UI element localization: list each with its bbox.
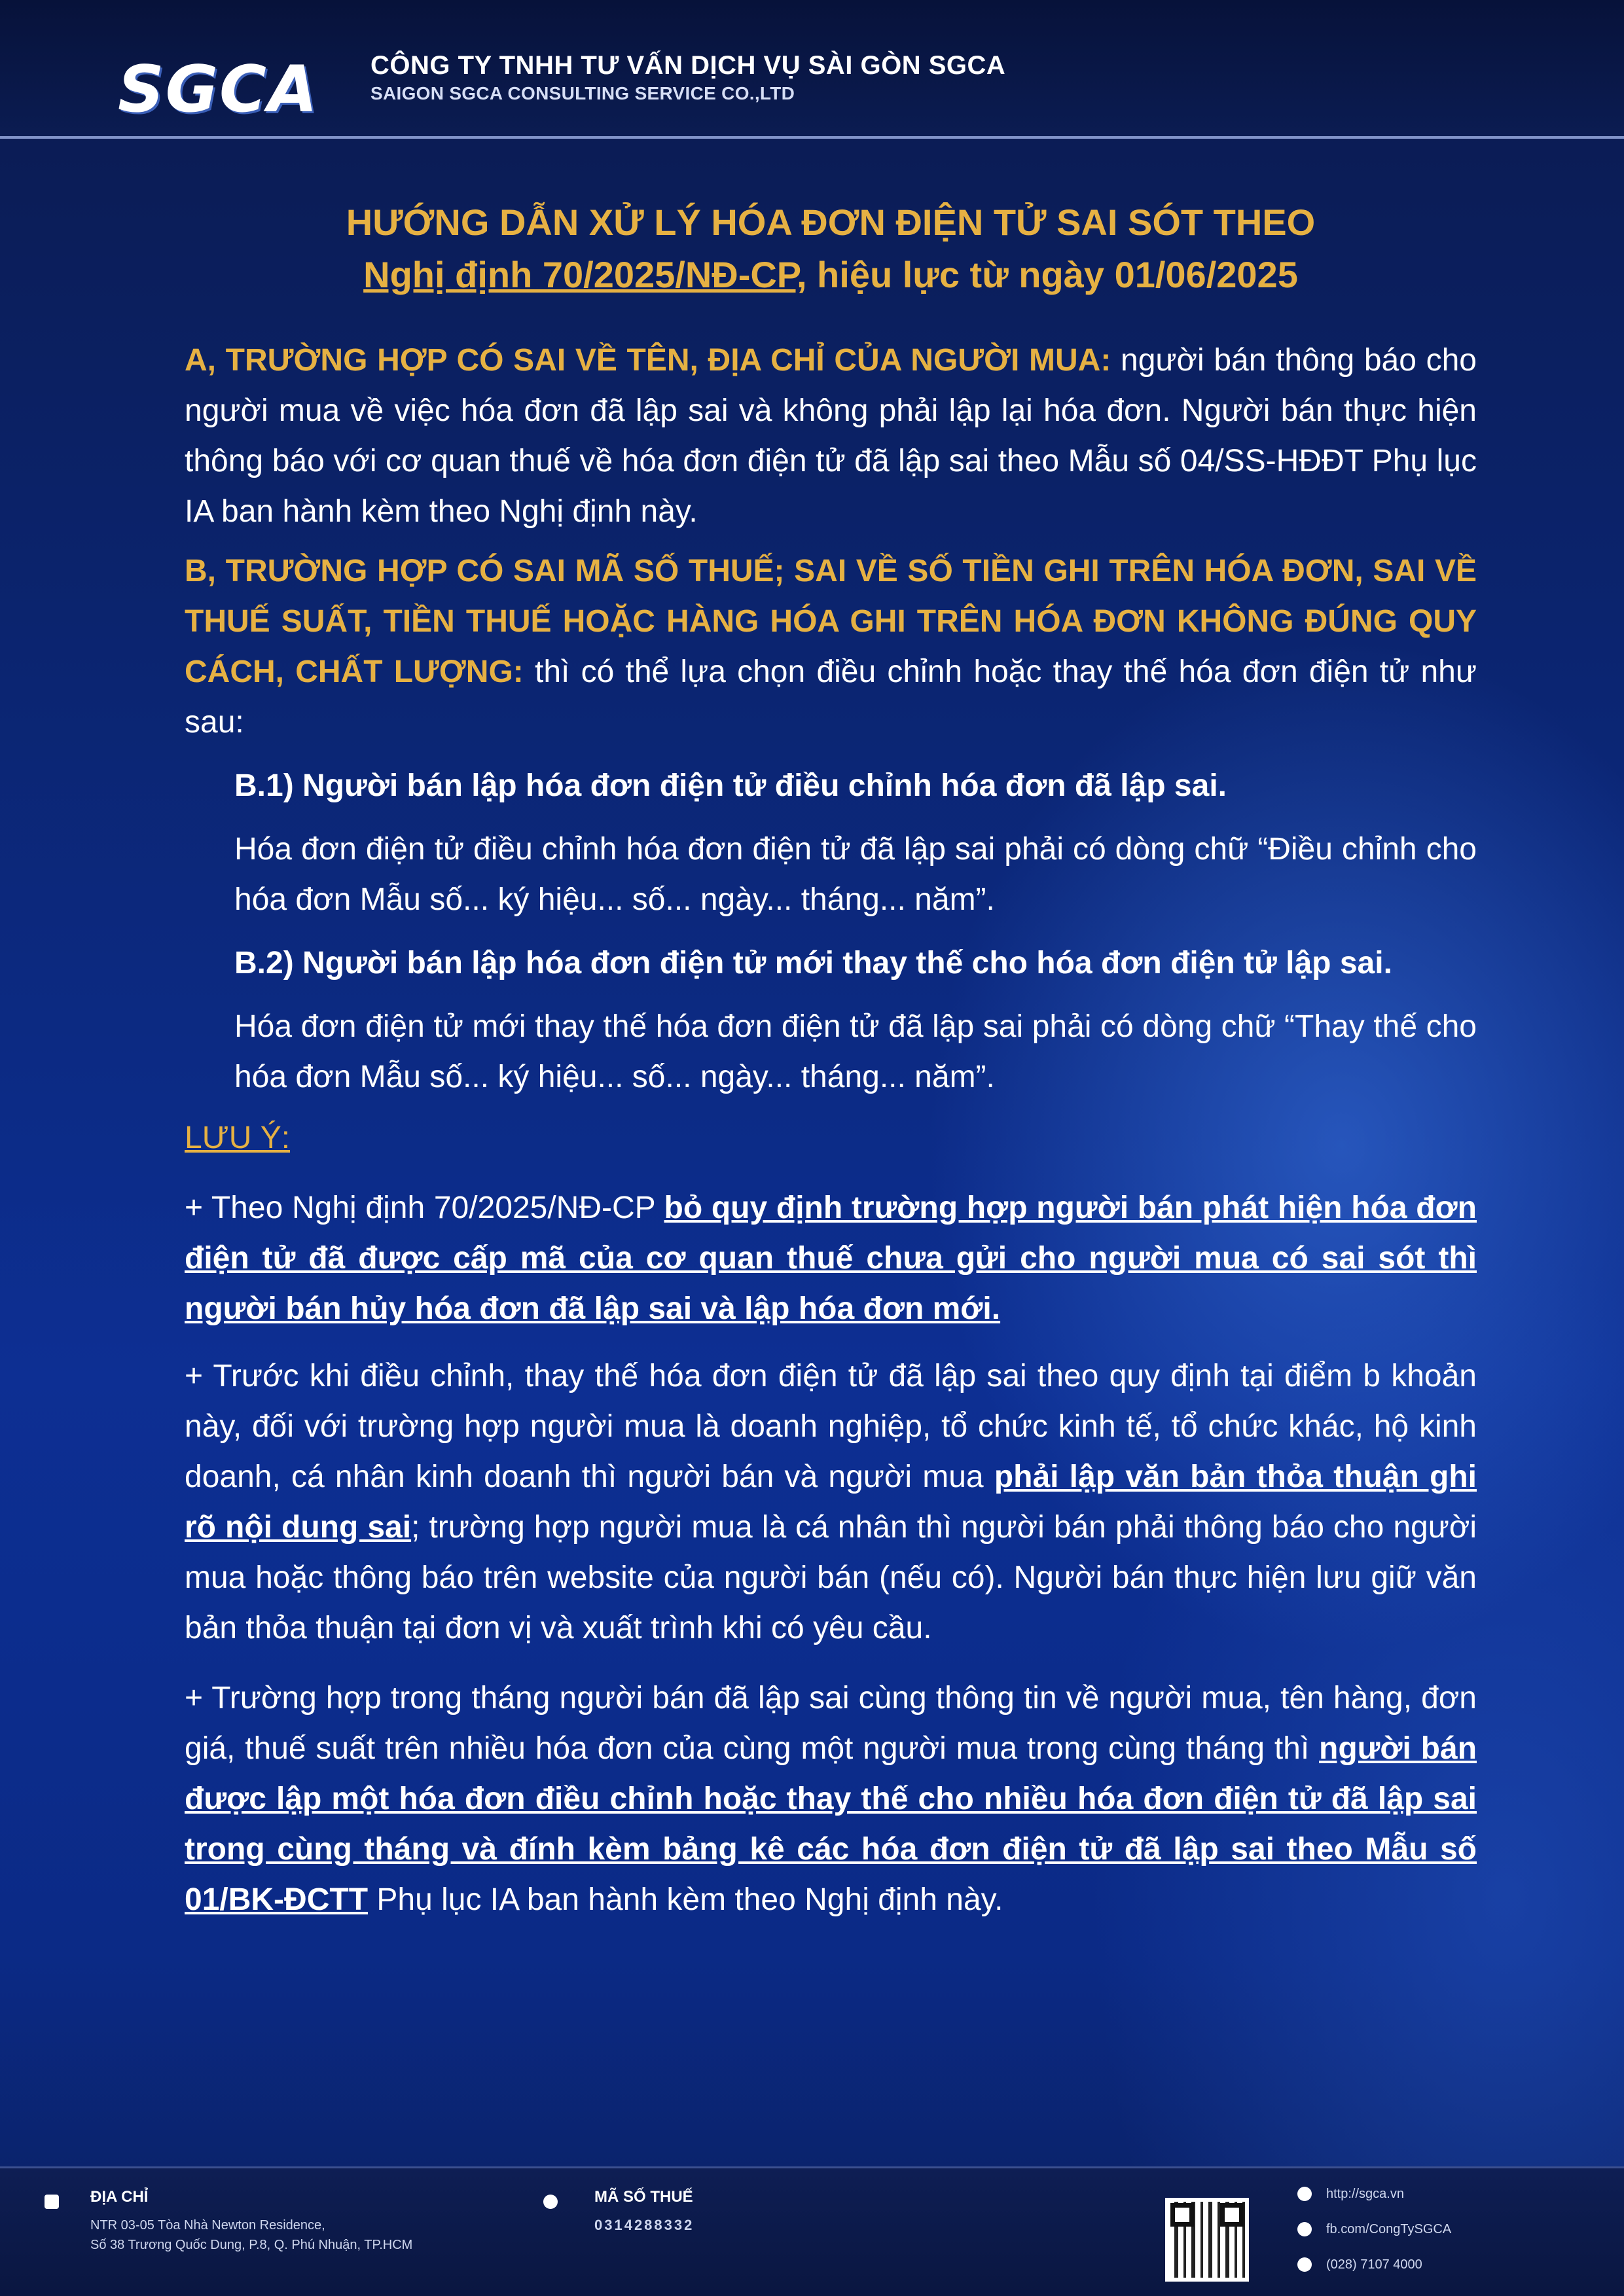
- company-logo: SGCA: [118, 52, 319, 127]
- document-body: [185, 196, 1477, 1925]
- company-info: [370, 51, 1005, 104]
- note-paragraph-2: [185, 1351, 1477, 1653]
- decree-link[interactable]: Nghị định 70/2025/NĐ-CP,: [363, 254, 807, 295]
- title-line-1: HƯỚNG DẪN XỬ LÝ HÓA ĐƠN ĐIỆN TỬ SAI SÓT THEO: [346, 202, 1316, 243]
- tax-value: 0314288332: [594, 2217, 695, 2233]
- footer-facebook[interactable]: fb.com/CongTySGCA: [1326, 2222, 1452, 2236]
- home-icon: [45, 2195, 59, 2209]
- qr-code: [1165, 2198, 1249, 2282]
- tax-icon: [543, 2195, 558, 2209]
- b1-text: Hóa đơn điện tử điều chỉnh hóa đơn điện tử đã lập sai phải có dòng chữ “Điều chỉnh cho hóa đơn Mẫu số... ký hiệu... số... ngày... tháng... năm”.: [234, 832, 1477, 917]
- section-a-text: người bán thông báo cho người mua về việc hóa đơn đã lập sai và không phải lập lại hóa đơn. Người bán thực hiện thông báo với cơ quan thuế về hóa đơn điện tử đã lập sai theo Mẫu số 04/SS-HĐĐT Phụ lục IA ban hành kèm theo Nghị định này.: [185, 343, 1477, 529]
- note-paragraph-1: [185, 1183, 1477, 1334]
- section-b: [185, 546, 1477, 747]
- footer-phone: (028) 7107 4000: [1326, 2257, 1422, 2272]
- note-p2-start: + Trước khi điều chỉnh, thay thế hóa đơn điện tử đã lập sai theo quy định tại điểm b khoản này, đối với trường hợp người mua là doanh nghiệp, tổ chức kinh tế, tổ chức khác, hộ kinh doanh, cá nhân kinh doanh thì người bán và người mua: [185, 1359, 1477, 1494]
- section-b-text: thì có thể lựa chọn điều chỉnh hoặc thay thế hóa đơn điện tử như sau:: [185, 655, 1477, 740]
- title-line-2: [185, 249, 1477, 301]
- note-p3-bold: người bán được lập một hóa đơn điều chỉnh hoặc thay thế cho nhiều hóa đơn điện tử đã lập sai trong cùng tháng và đính kèm bảng kê các hóa đơn điện tử đã lập sai theo Mẫu số 01/BK-ĐCTT: [185, 1731, 1477, 1917]
- section-a-heading: A, TRƯỜNG HỢP CÓ SAI VỀ TÊN, ĐỊA CHỈ CỦA NGƯỜI MUA:: [185, 343, 1111, 378]
- note-p3-start: + Trường hợp trong tháng người bán đã lập sai cùng thông tin về người mua, tên hàng, đơn giá, thuế suất trên nhiều hóa đơn của cùng một người mua trong cùng tháng thì: [185, 1681, 1477, 1766]
- globe-icon: [1297, 2187, 1312, 2201]
- b2-heading: B.2) Người bán lập hóa đơn điện tử mới thay thế cho hóa đơn điện tử lập sai.: [234, 946, 1392, 980]
- header-banner: [0, 0, 1624, 139]
- phone-icon: [1297, 2257, 1312, 2272]
- note-p3-end: Phụ lục IA ban hành kèm theo Nghị định này.: [368, 1882, 1003, 1917]
- footer-bar: [0, 2166, 1624, 2296]
- address-label: ĐỊA CHỈ: [90, 2188, 149, 2206]
- note-heading: [185, 1113, 1477, 1163]
- tax-label: MÃ SỐ THUẾ: [594, 2188, 693, 2206]
- note-p1-bold: bỏ quy định trường hợp người bán phát hiện hóa đơn điện tử đã được cấp mã của cơ quan thuế chưa gửi cho người mua có sai sót thì người bán hủy hóa đơn đã lập sai và lập hóa đơn mới.: [185, 1191, 1477, 1326]
- footer-address: [90, 2188, 412, 2255]
- section-a: [185, 335, 1477, 537]
- address-line-2: Số 38 Trương Quốc Dung, P.8, Q. Phú Nhuận, TP.HCM: [90, 2238, 413, 2252]
- note-p2-end: ; trường hợp người mua là cá nhân thì người bán phải thông báo cho người mua hoặc thông báo trên website của người bán (nếu có). Người bán thực hiện lưu giữ văn bản thỏa thuận tại đơn vị và xuất trình khi có yêu cầu.: [185, 1510, 1477, 1645]
- company-name: CÔNG TY TNHH TƯ VẤN DỊCH VỤ SÀI GÒN SGCA: [370, 51, 1006, 80]
- note-p1-start: + Theo Nghị định 70/2025/NĐ-CP: [185, 1191, 664, 1225]
- note-heading-text: LƯU Ý:: [185, 1121, 291, 1155]
- facebook-icon: [1297, 2222, 1312, 2236]
- b1-heading: B.1) Người bán lập hóa đơn điện tử điều chỉnh hóa đơn đã lập sai.: [234, 768, 1227, 803]
- address-line-1: NTR 03-05 Tòa Nhà Newton Residence,: [90, 2218, 325, 2233]
- note-p2-bold: phải lập văn bản thỏa thuận ghi rõ nội dung sai: [185, 1460, 1477, 1545]
- footer-website[interactable]: http://sgca.vn: [1326, 2187, 1404, 2201]
- document-title: [185, 196, 1477, 301]
- section-b-heading: B, TRƯỜNG HỢP CÓ SAI MÃ SỐ THUẾ; SAI VỀ SỐ TIỀN GHI TRÊN HÓA ĐƠN, SAI VỀ THUẾ SUẤT, TIỀN THUẾ HOẶC HÀNG HÓA GHI TRÊN HÓA ĐƠN KHÔNG ĐÚNG QUY CÁCH, CHẤT LƯỢNG:: [185, 554, 1477, 689]
- b2-text: Hóa đơn điện tử mới thay thế hóa đơn điện tử đã lập sai phải có dòng chữ “Thay thế cho hóa đơn Mẫu số... ký hiệu... số... ngày... tháng... năm”.: [234, 1009, 1477, 1094]
- footer-tax: [594, 2188, 694, 2235]
- company-name-en: SAIGON SGCA CONSULTING SERVICE CO.,LTD: [370, 83, 795, 103]
- note-paragraph-3: [185, 1673, 1477, 1925]
- title-effective-date: hiệu lực từ ngày 01/06/2025: [806, 254, 1298, 295]
